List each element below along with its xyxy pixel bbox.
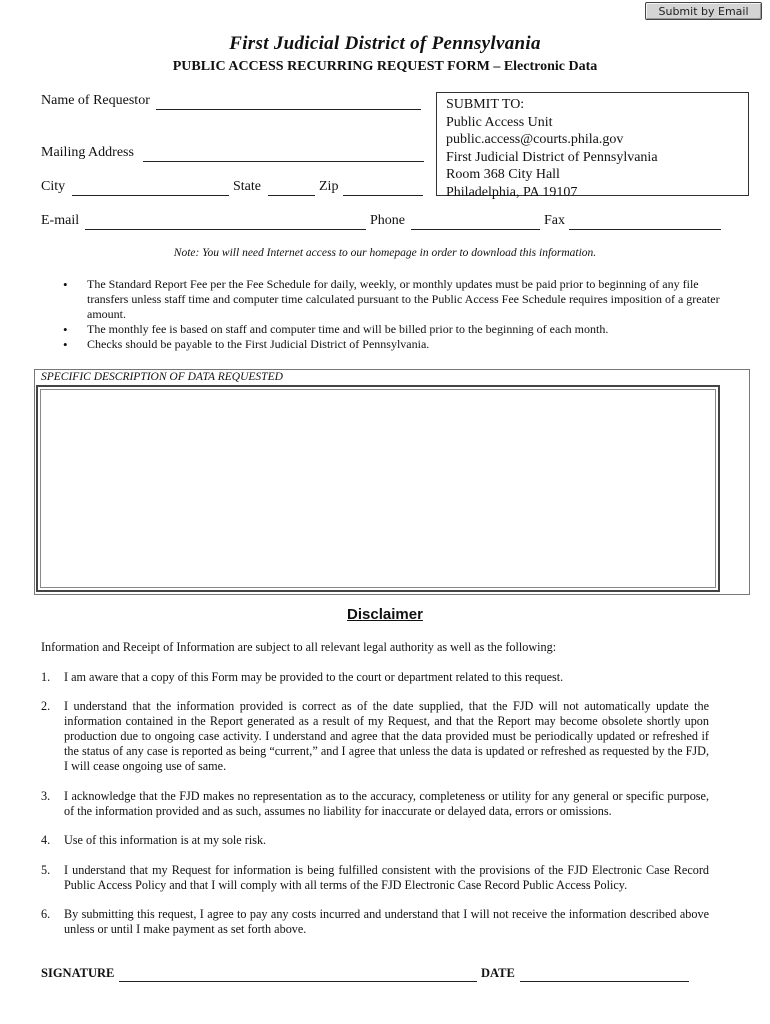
email-field[interactable] xyxy=(85,214,366,230)
submit-to-box xyxy=(436,92,749,200)
disclaimer-intro: Information and Receipt of Information are subject to all relevant legal authority as well as the following: xyxy=(41,640,557,654)
submit-to-org: First Judicial District of Pennsylvania xyxy=(446,149,658,165)
city-field[interactable] xyxy=(72,180,229,196)
submit-to-unit: Public Access Unit xyxy=(446,114,553,130)
submit-to-heading: SUBMIT TO: xyxy=(446,97,525,112)
item-number: 3. xyxy=(41,789,51,803)
form-title: PUBLIC ACCESS RECURRING REQUEST FORM – Electronic Data xyxy=(172,59,598,74)
disclaimer-item-2: I understand that the information provided is correct as of the date supplied, that the FJD will not automatically update the information contained in the Report generated as a result of my Request, and that the Report may become obsolete shortly upon production due to ongoing case activity. I understand and agree that the data provided must be periodically updated or refreshed if the status of any case is reported as being “current,” and I agree that unless the data is updated or refreshed as requested by the FJD, I will cease ongoing use of same. xyxy=(64,699,709,773)
disclaimer-item-4: Use of this information is at my sole risk. xyxy=(64,833,267,847)
submit-by-email-button[interactable]: Submit by Email xyxy=(645,2,762,20)
item-number: 6. xyxy=(41,907,51,921)
date-label: DATE xyxy=(481,966,515,980)
description-textarea[interactable] xyxy=(36,385,720,592)
submit-to-city: Philadelphia, PA 19107 xyxy=(446,184,578,200)
state-label: State xyxy=(233,179,261,194)
signature-field[interactable] xyxy=(119,966,477,982)
court-title: First Judicial District of Pennsylvania xyxy=(229,33,541,54)
submit-to-room: Room 368 City Hall xyxy=(446,167,560,182)
phone-field[interactable] xyxy=(411,214,540,230)
fax-field[interactable] xyxy=(569,214,721,230)
disclaimer-item-5: I understand that my Request for information is being fulfilled consistent with the provisions of the FJD Electronic Case Record Public Access Policy and that I will comply with all terms of the FJD Electronic Case Record Public Access Policy. xyxy=(64,863,709,892)
name-label: Name of Requestor xyxy=(41,93,150,108)
item-number: 2. xyxy=(41,699,51,713)
zip-label: Zip xyxy=(319,179,339,194)
name-field[interactable] xyxy=(156,94,421,110)
bullet-item: • The Standard Report Fee per the Fee Schedule for daily, weekly, or monthly updates must be paid prior to beginning of any file transfers unless staff time and computer time calculated pursuant to the Public Access Fee Schedule requires imposition of a greater amount. xyxy=(60,277,740,322)
disclaimer-item-3: I acknowledge that the FJD makes no representation as to the accuracy, completeness or utility for any general or specific purpose, of the information provided and as such, assumes no liability for inaccurate or delayed data, errors or omissions. xyxy=(64,789,709,818)
email-label: E-mail xyxy=(41,213,80,228)
internet-note: Note: You will need Internet access to our homepage in order to download this information. xyxy=(173,247,597,259)
disclaimer-heading: Disclaimer xyxy=(347,606,423,623)
disclaimer-item-6: By submitting this request, I agree to pay any costs incurred and understand that I will not receive the information described above unless or until I make payment as set forth above. xyxy=(64,907,709,936)
item-number: 1. xyxy=(41,670,51,684)
zip-field[interactable] xyxy=(343,180,423,196)
item-number: 4. xyxy=(41,833,51,847)
phone-label: Phone xyxy=(370,213,405,228)
signature-label: SIGNATURE xyxy=(41,966,115,980)
fee-bullet-list xyxy=(60,277,740,352)
bullet-item: • Checks should be payable to the First Judicial District of Pennsylvania. xyxy=(60,337,740,352)
mailing-address-label: Mailing Address xyxy=(41,145,134,160)
item-number: 5. xyxy=(41,863,51,877)
state-field[interactable] xyxy=(268,180,315,196)
mailing-address-field[interactable] xyxy=(143,146,424,162)
city-label: City xyxy=(41,179,66,194)
description-label: SPECIFIC DESCRIPTION OF DATA REQUESTED xyxy=(41,371,283,383)
date-field[interactable] xyxy=(520,966,689,982)
bullet-item: • The monthly fee is based on staff and computer time and will be billed prior to the beginning of each month. xyxy=(60,322,740,337)
disclaimer-item-1: I am aware that a copy of this Form may be provided to the court or department related to this request. xyxy=(64,670,564,684)
fax-label: Fax xyxy=(544,213,565,228)
submit-to-email: public.access@courts.phila.gov xyxy=(446,132,624,147)
